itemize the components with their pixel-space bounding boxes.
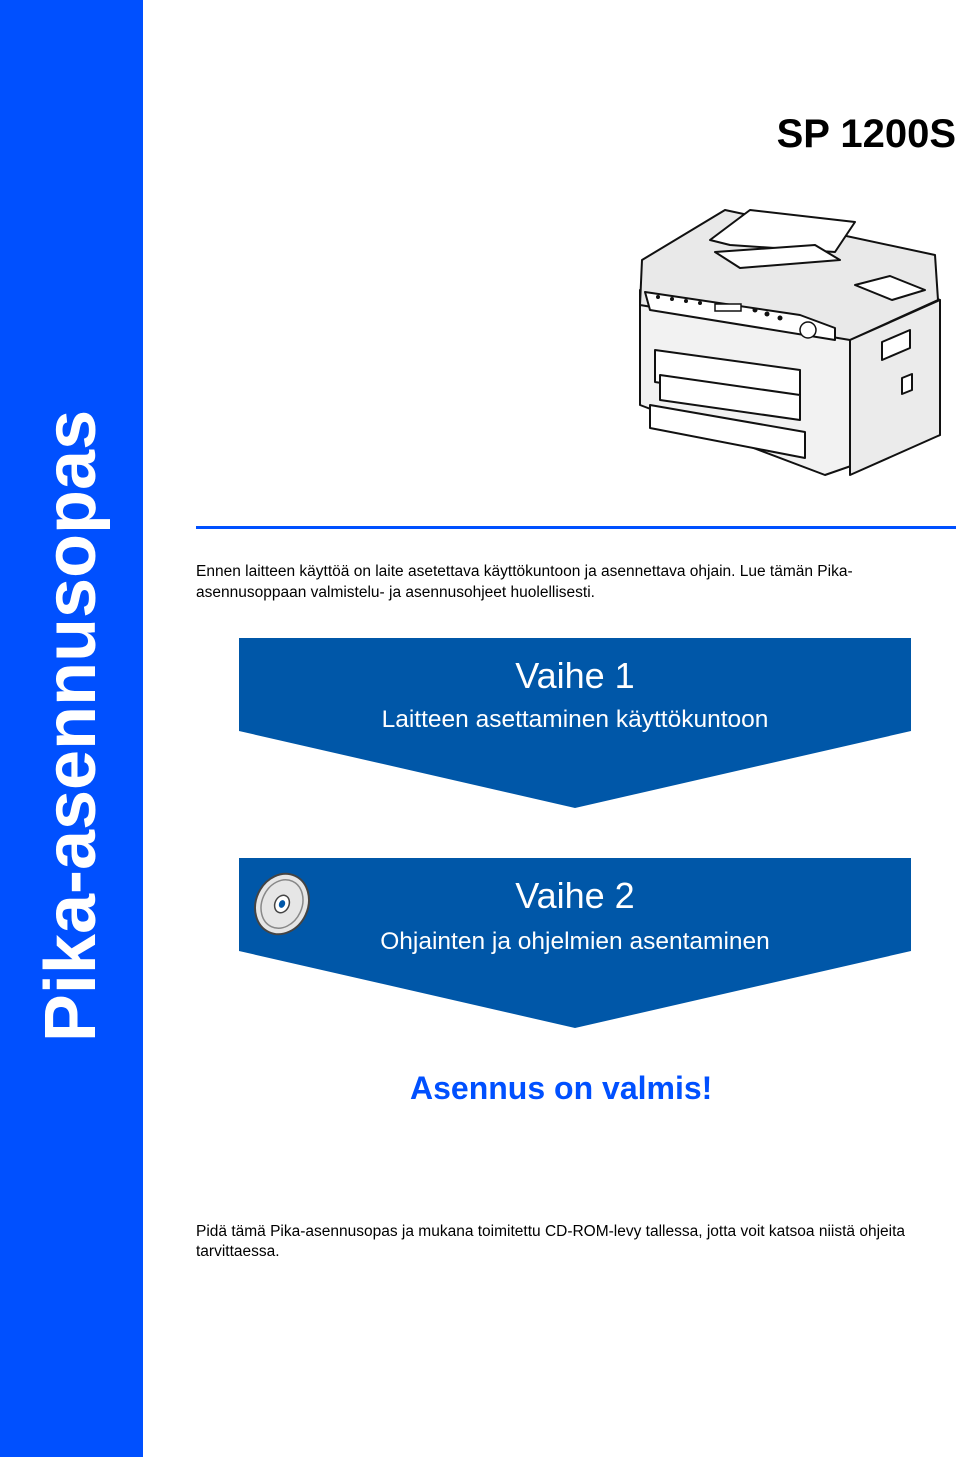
sidebar [0, 0, 143, 1457]
footer-note: Pidä tämä Pika-asennusopas ja mukana toimitettu CD-ROM-levy tallessa, jotta voit katsoa niistä ohjeita tarvittaessa. [196, 1223, 906, 1260]
intro-text: Ennen laitteen käyttöä on laite asetettava käyttökuntoon ja asennettava ohjain. Lue tämän Pika-asennusoppaan valmistelu- ja asennusohjeet huolellisesti. [196, 563, 853, 601]
divider [196, 526, 956, 529]
step-2-subtitle: Ohjainten ja ohjelmien asentaminen [380, 928, 770, 955]
step-2-banner [239, 858, 911, 1028]
sidebar-title: Pika-asennusopas [31, 409, 111, 1043]
printer-illustration [620, 200, 950, 485]
model-name: SP 1200S [776, 112, 956, 156]
completion-text: Asennus on valmis! [410, 1070, 713, 1106]
step-1-title: Vaihe 1 [515, 655, 635, 696]
step-1-banner [239, 638, 911, 808]
step-1-subtitle: Laitteen asettaminen käyttökuntoon [381, 706, 769, 733]
step-2-title: Vaihe 2 [515, 875, 635, 916]
